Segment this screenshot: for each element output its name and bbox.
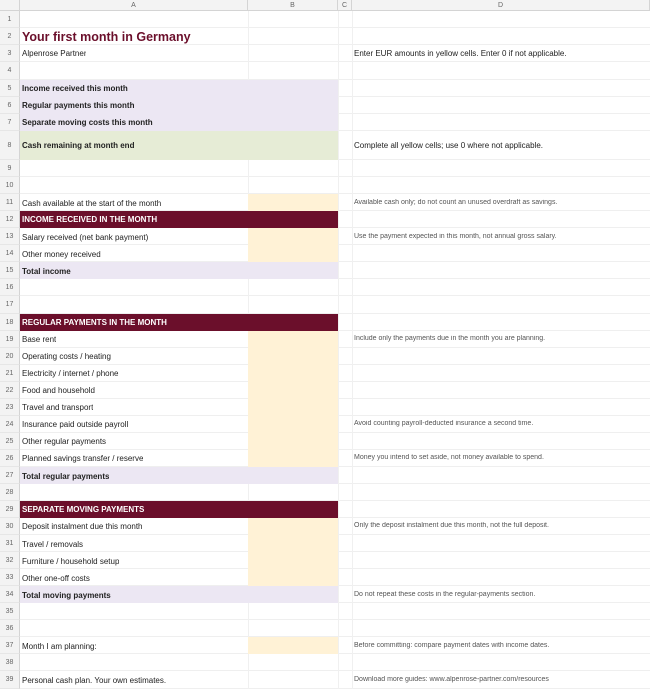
summary-moving-label[interactable]: Separate moving costs this month xyxy=(22,118,153,127)
summary-note: Complete all yellow cells; use 0 where not applicable. xyxy=(354,141,543,150)
row-header[interactable]: 7 xyxy=(0,114,20,131)
row-header[interactable]: 1 xyxy=(0,11,20,28)
column-header-d[interactable]: D xyxy=(352,0,650,11)
column-header-b[interactable]: B xyxy=(248,0,338,11)
footer-left[interactable]: Personal cash plan. Your own estimates. xyxy=(22,676,167,685)
row-header[interactable]: 39 xyxy=(0,671,20,689)
row-header[interactable]: 8 xyxy=(0,131,20,160)
row-header[interactable]: 6 xyxy=(0,97,20,114)
row-header[interactable]: 15 xyxy=(0,262,20,279)
other-regular-label[interactable]: Other regular payments xyxy=(22,437,107,446)
row-header[interactable]: 21 xyxy=(0,365,20,382)
savings-note: Money you intend to set aside, not money available to spend. xyxy=(354,454,544,461)
row-header[interactable]: 29 xyxy=(0,501,20,518)
row-header[interactable]: 33 xyxy=(0,569,20,586)
month-planning-label[interactable]: Month I am planning: xyxy=(22,642,97,651)
input-regular-payments[interactable] xyxy=(248,331,338,467)
regular-section-header[interactable]: REGULAR PAYMENTS IN THE MONTH xyxy=(22,318,167,327)
savings-label[interactable]: Planned savings transfer / reserve xyxy=(22,454,144,463)
input-month[interactable] xyxy=(248,637,338,654)
salary-note: Use the payment expected in this month, not annual gross salary. xyxy=(354,233,557,240)
row-header[interactable]: 5 xyxy=(0,80,20,97)
grid-row xyxy=(20,62,650,80)
summary-cash-remaining-label[interactable]: Cash remaining at month end xyxy=(22,141,135,150)
row-header[interactable]: 4 xyxy=(0,62,20,80)
row-header[interactable]: 16 xyxy=(0,279,20,296)
total-moving-label[interactable]: Total moving payments xyxy=(22,591,111,600)
column-header-c[interactable]: C xyxy=(338,0,352,11)
insurance-note: Avoid counting payroll-deducted insurance a second time. xyxy=(354,420,534,427)
cash-start-note: Available cash only; do not count an unused overdraft as savings. xyxy=(354,199,558,206)
row-header[interactable]: 10 xyxy=(0,177,20,194)
column-header-a[interactable]: A xyxy=(20,0,248,11)
row-header[interactable]: 30 xyxy=(0,518,20,535)
row-header[interactable]: 19 xyxy=(0,331,20,348)
removals-label[interactable]: Travel / removals xyxy=(22,540,84,549)
input-cash-start[interactable] xyxy=(248,194,338,211)
base-rent-note: Include only the payments due in the month you are planning. xyxy=(354,335,546,342)
row-header[interactable]: 32 xyxy=(0,552,20,569)
input-income[interactable] xyxy=(248,228,338,262)
deposit-note: Only the deposit instalment due this month, not the full deposit. xyxy=(354,522,549,529)
grid-row xyxy=(20,177,650,194)
row-header[interactable]: 11 xyxy=(0,194,20,211)
row-header[interactable]: 27 xyxy=(0,467,20,484)
grid-row xyxy=(20,160,650,177)
row-header[interactable]: 22 xyxy=(0,382,20,399)
moving-section-header[interactable]: SEPARATE MOVING PAYMENTS xyxy=(22,505,145,514)
row-header[interactable]: 35 xyxy=(0,603,20,620)
salary-label[interactable]: Salary received (net bank payment) xyxy=(22,233,149,242)
cash-start-label[interactable]: Cash available at the start of the month xyxy=(22,199,162,208)
footer-right: Download more guides: www.alpenrose-partner.com/resources xyxy=(354,676,549,683)
row-header[interactable]: 25 xyxy=(0,433,20,450)
input-moving-payments[interactable] xyxy=(248,518,338,586)
summary-income-label[interactable]: Income received this month xyxy=(22,84,128,93)
furniture-label[interactable]: Furniture / household setup xyxy=(22,557,120,566)
row-header[interactable]: 13 xyxy=(0,228,20,245)
food-label[interactable]: Food and household xyxy=(22,386,95,395)
row-header[interactable]: 24 xyxy=(0,416,20,433)
base-rent-label[interactable]: Base rent xyxy=(22,335,57,344)
total-regular-label[interactable]: Total regular payments xyxy=(22,472,110,481)
row-header[interactable]: 38 xyxy=(0,654,20,671)
deposit-label[interactable]: Deposit instalment due this month xyxy=(22,522,143,531)
grid-row xyxy=(20,620,650,637)
partner-name: Alpenrose Partner xyxy=(22,49,87,58)
summary-regular-label[interactable]: Regular payments this month xyxy=(22,101,135,110)
grid-row xyxy=(20,279,650,296)
row-header[interactable]: 14 xyxy=(0,245,20,262)
electricity-label[interactable]: Electricity / internet / phone xyxy=(22,369,119,378)
select-all-corner[interactable] xyxy=(0,0,20,11)
row-header[interactable]: 18 xyxy=(0,314,20,331)
row-header[interactable]: 12 xyxy=(0,211,20,228)
grid-row xyxy=(20,654,650,671)
row-header[interactable]: 9 xyxy=(0,160,20,177)
instruction-text: Enter EUR amounts in yellow cells. Enter 0 if not applicable. xyxy=(354,49,567,58)
row-header[interactable]: 31 xyxy=(0,535,20,552)
total-moving-note: Do not repeat these costs in the regular-payments section. xyxy=(354,591,536,598)
income-section-header[interactable]: INCOME RECEIVED IN THE MONTH xyxy=(22,215,158,224)
operating-costs-label[interactable]: Operating costs / heating xyxy=(22,352,111,361)
row-header[interactable]: 34 xyxy=(0,586,20,603)
row-header[interactable]: 2 xyxy=(0,28,20,45)
other-money-label[interactable]: Other money received xyxy=(22,250,101,259)
travel-label[interactable]: Travel and transport xyxy=(22,403,94,412)
row-header[interactable]: 26 xyxy=(0,450,20,467)
row-header[interactable]: 37 xyxy=(0,637,20,654)
grid-row xyxy=(20,296,650,314)
row-header[interactable]: 3 xyxy=(0,45,20,62)
row-header[interactable]: 23 xyxy=(0,399,20,416)
month-note: Before committing: compare payment dates with income dates. xyxy=(354,642,550,649)
grid-row xyxy=(20,603,650,620)
row-header[interactable]: 20 xyxy=(0,348,20,365)
total-income-label[interactable]: Total income xyxy=(22,267,71,276)
other-oneoff-label[interactable]: Other one-off costs xyxy=(22,574,90,583)
sheet-title: Your first month in Germany xyxy=(22,30,191,44)
row-header[interactable]: 17 xyxy=(0,296,20,314)
insurance-label[interactable]: Insurance paid outside payroll xyxy=(22,420,129,429)
row-header[interactable]: 28 xyxy=(0,484,20,501)
row-header[interactable]: 36 xyxy=(0,620,20,637)
grid-row xyxy=(20,11,650,28)
grid-row xyxy=(20,484,650,501)
